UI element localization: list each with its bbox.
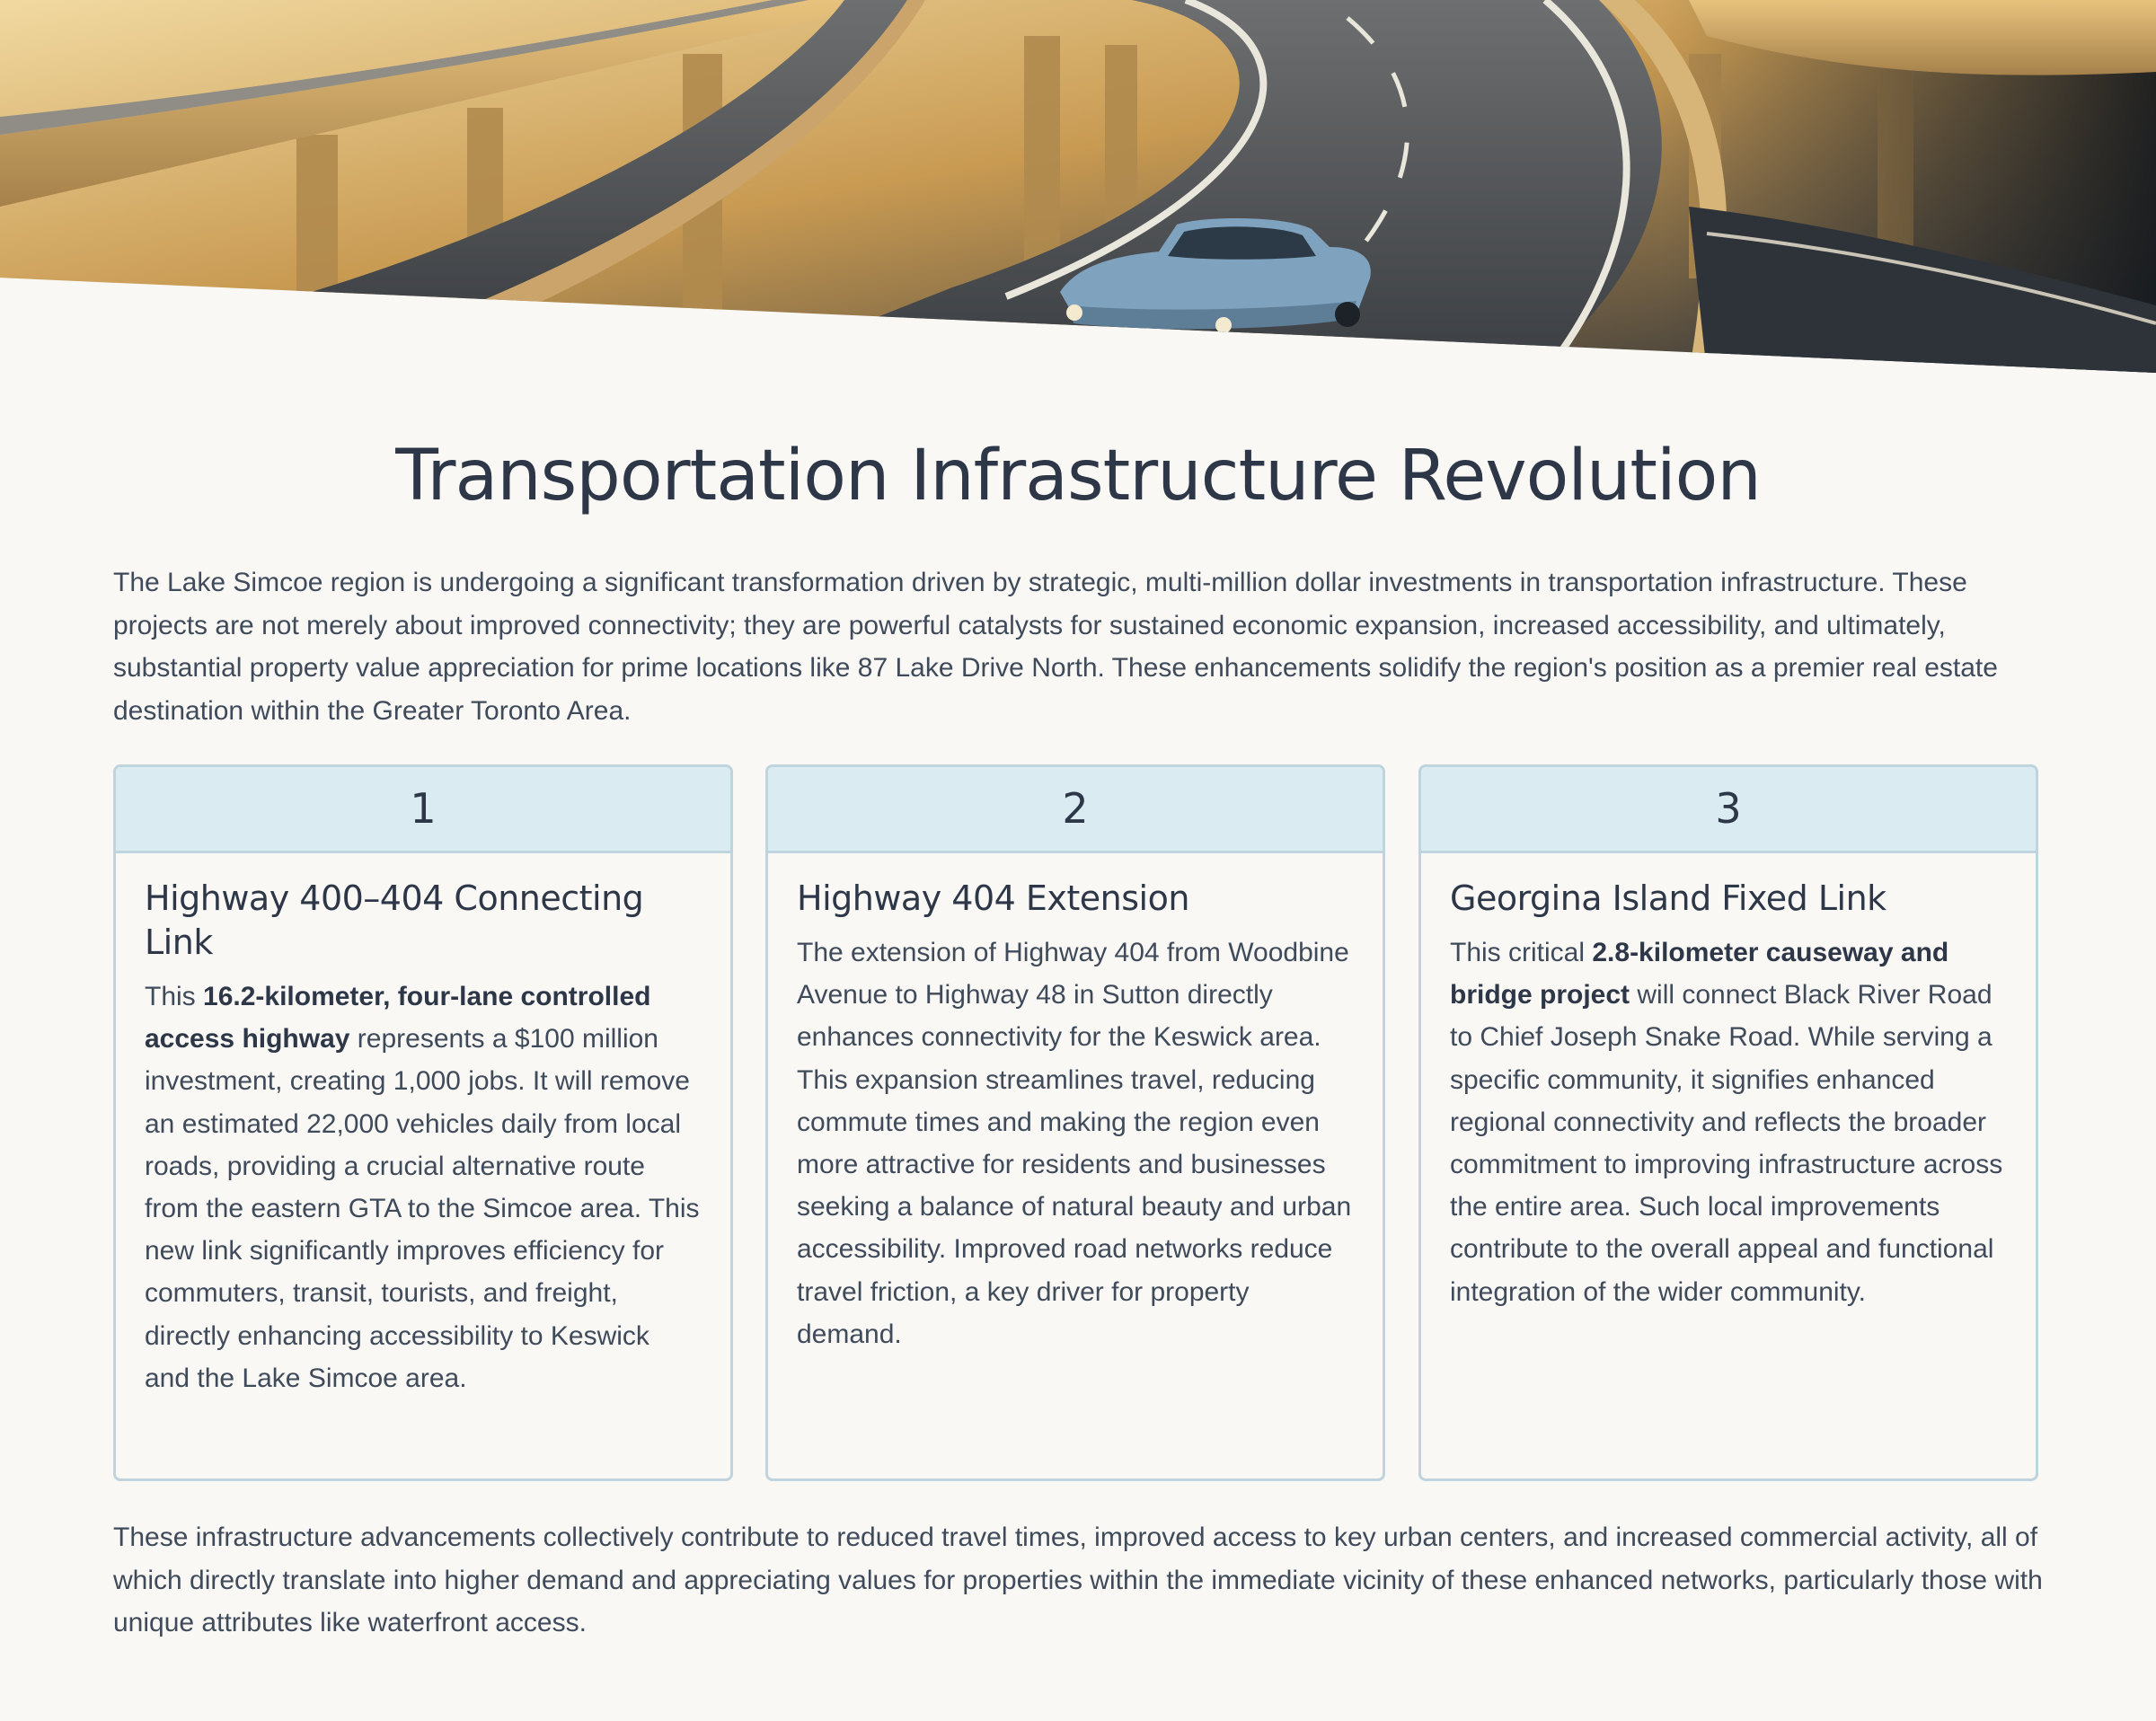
card-text-rest: will connect Black River Road to Chief Joseph Snake Road. While serving a specific community, it signifies enhanced regional connectivity and reflects the broader commitment to improving infrastructure across the entire area. Such local improvements contribute to the overall appeal and functional integration of the wider community. (1450, 980, 2003, 1307)
card-description (797, 931, 1354, 1355)
project-card-1 (113, 764, 733, 1481)
card-body (1421, 853, 2036, 1313)
card-description (1450, 931, 2007, 1313)
card-text-highlight: 2.8-kilometer causeway and bridge project (1450, 938, 1949, 1011)
card-title: Highway 400–404 Connecting Link (145, 878, 644, 962)
project-card-3 (1418, 764, 2038, 1481)
card-body (768, 853, 1383, 1355)
hero-highway-illustration (0, 0, 2156, 373)
card-description (145, 975, 702, 1399)
card-body (116, 853, 730, 1399)
card-number: 3 (1421, 767, 2036, 853)
intro-paragraph: The Lake Simcoe region is undergoing a significant transformation driven by strategic, multi-million dollar investments in transportation infrastructure. These projects are not merely about improved connectivity; they are powerful catalysts for sustained economic expansion, increased accessibility, and ultimately, substantial property value appreciation for prime locations like 87 Lake Drive North. These enhancements solidify the region's position as a premier real estate destination within the Greater Toronto Area. (113, 568, 1998, 726)
card-text-rest: represents a $100 million investment, creating 1,000 jobs. It will remove an estimated 22,000 vehicles daily from local roads, providing a crucial alternative route from the eastern GTA to the Simcoe area. This new link significantly improves efficiency for commuters, transit, tourists, and freight, directly enhancing accessibility to Keswick and the Lake Simcoe area. (145, 1024, 700, 1393)
card-text-lead: This (145, 982, 204, 1011)
card-text-lead: The extension of Highway 404 from Woodbine Avenue to Highway 48 in Sutton directly enhances connectivity for the Keswick area. This expansion streamlines travel, reducing commute times and making the region even more attractive for residents and businesses seeking a balance of natural beauty and urban accessibility. Improved road networks reduce travel friction, a key driver for property demand. (797, 938, 1352, 1349)
closing-paragraph: These infrastructure advancements collectively contribute to reduced travel times, improved access to key urban centers, and increased commercial activity, all of which directly translate into higher demand and appreciating values for properties within the immediate vicinity of these enhanced networks, particularly those with unique attributes like waterfront access. (113, 1522, 2043, 1637)
card-text-highlight: 16.2-kilometer, four-lane controlled access highway (145, 982, 651, 1055)
card-title: Highway 404 Extension (797, 878, 1189, 918)
card-number: 1 (116, 767, 730, 853)
card-number: 2 (768, 767, 1383, 853)
hero-image (0, 0, 2156, 373)
card-text-lead: This critical (1450, 938, 1593, 967)
project-card-2 (765, 764, 1385, 1481)
card-title: Georgina Island Fixed Link (1450, 878, 1886, 918)
page-title: Transportation Infrastructure Revolution (395, 436, 1761, 516)
